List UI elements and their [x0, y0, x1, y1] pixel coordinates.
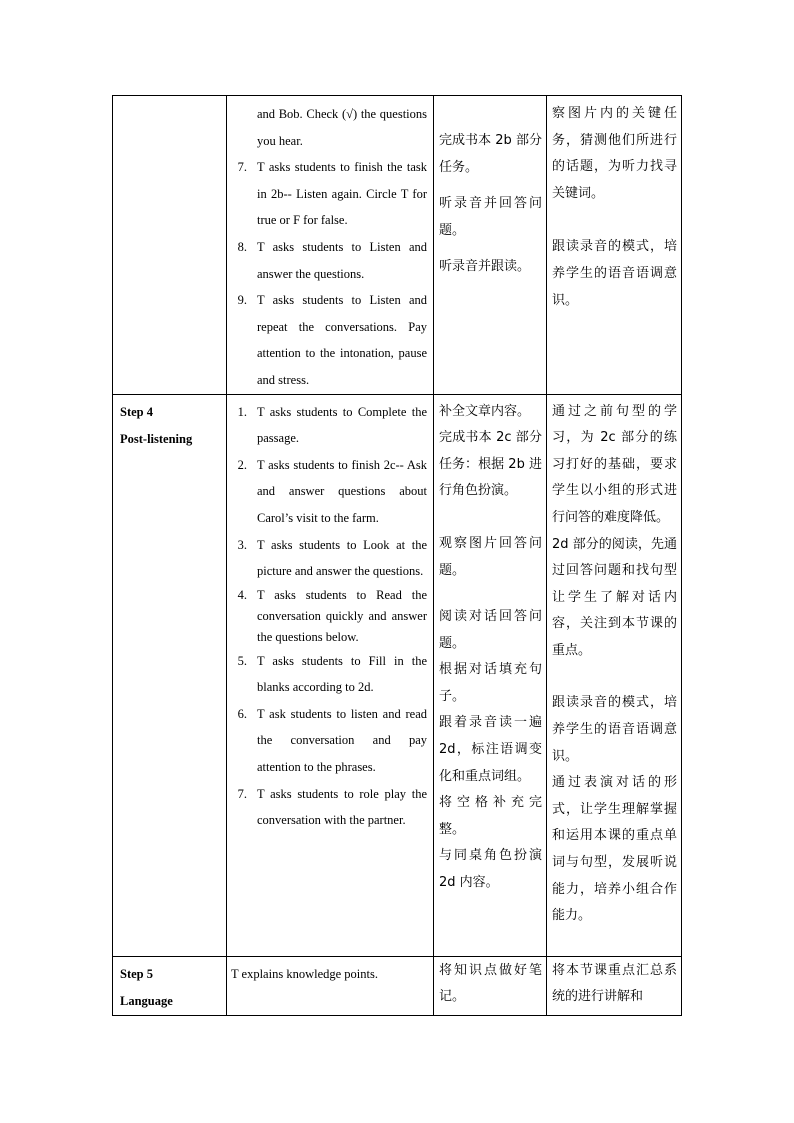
design-purpose-cell	[547, 96, 682, 395]
design-purpose-cell	[547, 394, 682, 956]
task-item: 8. T asks students to Listen and answer the questions.	[227, 234, 427, 287]
task-text: T asks students to Look at the picture and answer the questions.	[257, 537, 427, 579]
task-item: 7. T asks students to finish the task in 2b-- Listen again. Circle T for true or F for false.	[227, 154, 427, 234]
student-activity: 观察图片回答问题。	[439, 535, 542, 578]
student-activity: 听录音并回答问题。	[439, 196, 542, 238]
task-item: 2. T asks students to finish 2c-- Ask and answer questions about Carol’s visit to the farm.	[227, 452, 427, 532]
student-activity: 与同桌角色扮演 2d 内容。	[439, 848, 542, 891]
lesson-plan-table	[112, 95, 682, 1016]
design-purpose: 察图片内的关键任务，猜测他们所进行的话题，为听力找寻关键词。	[552, 106, 677, 201]
step-number: Step 5	[120, 966, 153, 981]
student-activity: 补全文章内容。	[439, 403, 531, 419]
step-title: Post-listening	[120, 431, 193, 446]
student-activities-cell	[434, 96, 547, 395]
design-purpose: 通过表演对话的形式，让学生理解掌握和运用本课的重点单词与句型，发展听说能力，培养小组合作能力。	[552, 775, 677, 924]
design-purpose: 跟读录音的模式，培养学生的语音语调意识。	[552, 695, 677, 764]
design-purpose: 2d 部分的阅读，先通过回答问题和找句型让学生了解对话内容，关注到本节课的重点。	[552, 536, 677, 658]
student-activity: 阅读对话回答问题。	[439, 609, 542, 651]
student-activity: 完成书本 2c 部分任务：根据 2b 进行角色扮演。	[439, 430, 542, 499]
student-activity: 将知识点做好笔记。	[439, 962, 542, 1005]
task-text: T asks students to finish 2c-- Ask and answer questions about Carol’s visit to the farm.	[257, 457, 427, 525]
step-cell	[113, 394, 227, 956]
task-item: 4. T asks students to Read the conversation quickly and answer the questions below.	[227, 585, 427, 648]
student-activities-cell	[434, 956, 547, 1015]
task-item: 1. T asks students to Complete the passage.	[227, 399, 427, 452]
table-row	[113, 956, 682, 1015]
task-text: T ask students to listen and read the conversation and pay attention to the phrases.	[257, 706, 427, 775]
teacher-activities-cell	[227, 96, 434, 395]
teacher-activities-cell	[227, 956, 434, 1015]
design-purpose-cell	[547, 956, 682, 1015]
step-number: Step 4	[120, 404, 153, 419]
task-item: 6. T ask students to listen and read the conversation and pay attention to the phrases.	[227, 701, 427, 781]
student-activity: 根据对话填充句子。	[439, 662, 542, 704]
step-title: Language	[120, 993, 173, 1008]
design-purpose: 跟读录音的模式，培养学生的语音语调意识。	[552, 239, 677, 308]
student-activities-cell	[434, 394, 547, 956]
step-cell	[113, 96, 227, 395]
task-item	[227, 101, 427, 154]
table-row	[113, 96, 682, 395]
task-text: T asks students to Read the conversation quickly and answer the questions below.	[257, 587, 427, 644]
student-activity: 完成书本 2b 部分任务。	[439, 133, 542, 175]
task-item: 5. T asks students to Fill in the blanks according to 2d.	[227, 648, 427, 701]
task-item: 9. T asks students to Listen and repeat the conversations. Pay attention to the intonation, pause and stress.	[227, 287, 427, 393]
student-activity: 跟着录音读一遍 2d，标注语调变化和重点词组。	[439, 715, 542, 784]
design-purpose: 将本节课重点汇总系统的进行讲解和	[552, 962, 677, 1005]
teacher-activities-cell	[227, 394, 434, 956]
task-text: T asks students to Fill in the blanks according to 2d.	[257, 653, 427, 695]
task-text: T asks students to Listen and answer the questions.	[257, 239, 427, 281]
table-row	[113, 394, 682, 956]
design-purpose: 通过之前句型的学习，为 2c 部分的练习打好的基础，要求学生以小组的形式进行问答的难度降低。	[552, 403, 677, 525]
task-item: 3. T asks students to Look at the picture and answer the questions.	[227, 532, 427, 585]
task-text: T asks students to finish the task in 2b-- Listen again. Circle T for true or F for false.	[257, 160, 427, 228]
task-text: and Bob. Check (√) the questions you hear.	[257, 107, 427, 148]
student-activity: 听录音并跟读。	[439, 259, 531, 275]
task-text: T asks students to role play the conversation with the partner.	[257, 786, 427, 828]
task-text: T asks students to Complete the passage.	[257, 404, 427, 446]
task-text: T explains knowledge points.	[231, 966, 378, 981]
step-cell	[113, 956, 227, 1015]
task-item: 7. T asks students to role play the conversation with the partner.	[227, 781, 427, 834]
student-activity: 将空格补充完整。	[439, 795, 542, 837]
task-text: T asks students to Listen and repeat the conversations. Pay attention to the intonation, pause and stress.	[257, 293, 427, 387]
